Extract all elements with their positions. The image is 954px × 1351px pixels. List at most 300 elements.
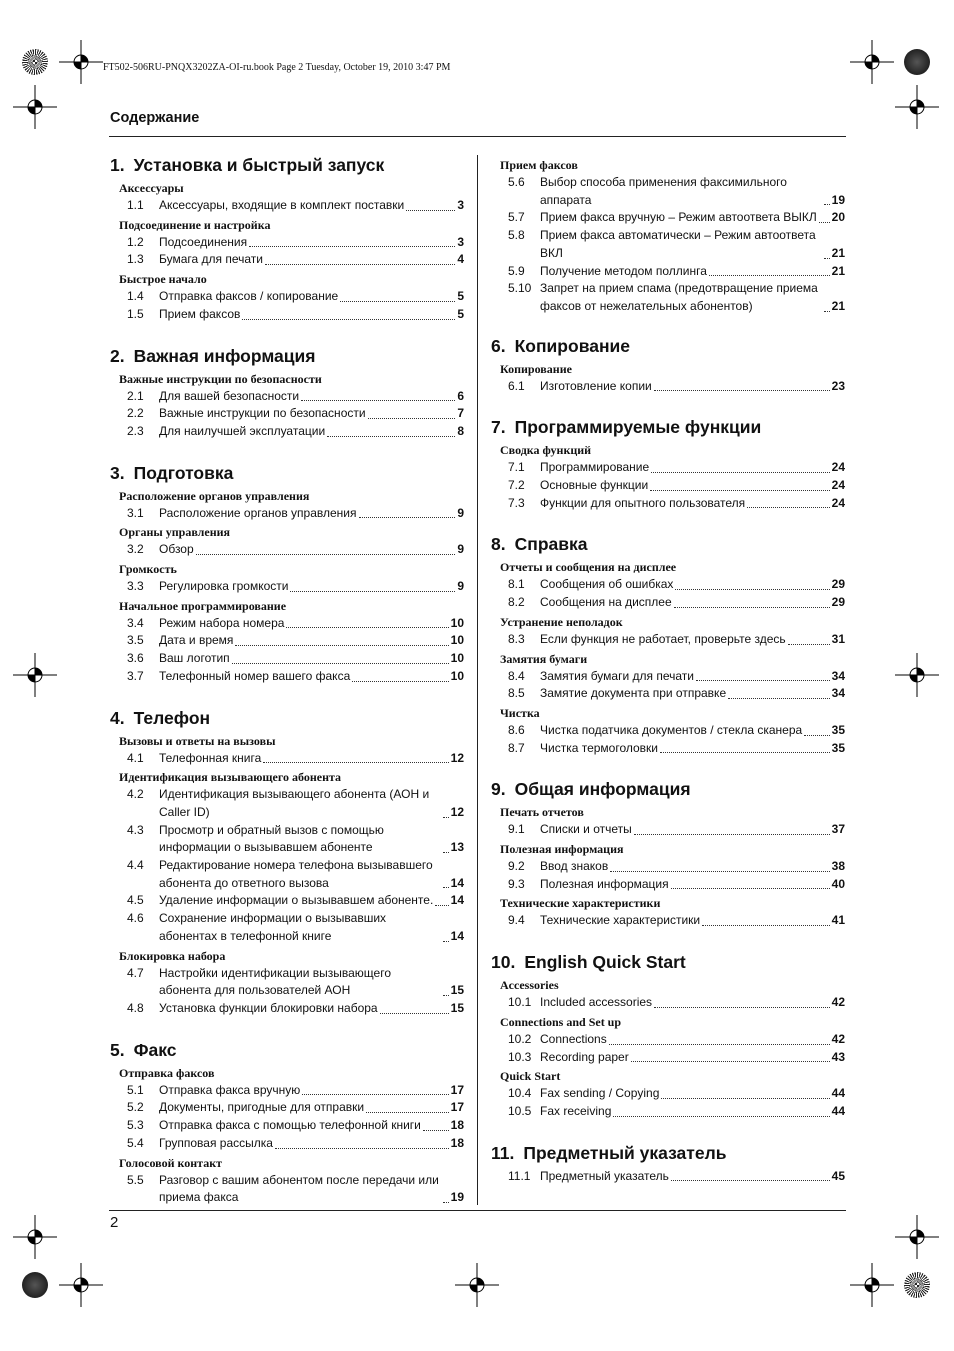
toc-entry-title: Сообщения на дисплее (540, 595, 672, 610)
toc-entry[interactable] (110, 1172, 464, 1207)
toc-entry-title: Списки и отчеты (540, 822, 632, 837)
toc-entry-body (540, 685, 845, 703)
toc-entry[interactable] (110, 423, 464, 441)
toc-entry-body (159, 505, 464, 523)
toc-entry-body (159, 857, 464, 892)
toc-entry-number: 8.5 (508, 686, 525, 701)
toc-entry-number: 6.1 (508, 378, 525, 393)
leader-dots (613, 1115, 829, 1117)
toc-entry[interactable] (110, 857, 464, 892)
toc-entry[interactable] (110, 251, 464, 269)
toc-entry-page: 43 (831, 1049, 845, 1064)
toc-section (491, 336, 845, 396)
toc-entry-title: Функции для опытного пользователя (540, 495, 746, 510)
leader-dots (443, 940, 449, 942)
toc-entry-title: Важные инструкции по безопасности (159, 406, 366, 421)
toc-entry-title: Сообщения об ошибках (540, 577, 674, 592)
section-title-text: Справка (514, 534, 588, 555)
toc-entry-page: 4 (457, 252, 464, 267)
toc-entry-number: 11.1 (508, 1168, 531, 1183)
registration-mark-icon (13, 653, 57, 697)
toc-entry-number: 8.1 (508, 577, 525, 592)
toc-entry-page: 15 (450, 1000, 464, 1015)
toc-entry-body (159, 251, 464, 269)
leader-dots (359, 516, 456, 518)
toc-entry-title: Аксессуары, входящие в комплект поставки (159, 198, 405, 212)
toc-entry[interactable] (110, 197, 464, 215)
leader-dots (443, 851, 449, 853)
registration-mark-icon (895, 653, 939, 697)
toc-entry-number: 7.3 (508, 495, 525, 510)
toc-entry[interactable] (491, 280, 845, 315)
toc-entry-page: 10 (450, 615, 464, 630)
toc-entry-number: 3.6 (127, 651, 144, 666)
toc-entry[interactable] (110, 910, 464, 945)
leader-dots (443, 816, 449, 818)
toc-entry[interactable] (110, 650, 464, 668)
leader-dots (671, 1179, 830, 1181)
toc-entry-page: 24 (831, 478, 845, 493)
toc-entry-page: 34 (831, 668, 845, 683)
toc-entry[interactable] (110, 668, 464, 686)
toc-entry-page: 18 (450, 1135, 464, 1150)
toc-entry-page: 35 (831, 740, 845, 755)
toc-entry-body (540, 740, 845, 758)
toc-entry-title: Чистка податчика документов / стекла сканера (540, 722, 803, 737)
toc-entry-number: 5.5 (127, 1172, 144, 1187)
toc-entry-page: 29 (831, 595, 845, 610)
section-title-text: Подготовка (133, 462, 234, 483)
toc-entry[interactable] (491, 378, 845, 396)
leader-dots (674, 606, 830, 608)
toc-entry-title: Просмотр и обратный вызов с помощью информации о вызывавшем абоненте (159, 822, 384, 855)
toc-entry-number: 10.4 (508, 1086, 532, 1101)
toc-section (491, 534, 845, 757)
leader-dots (650, 489, 829, 491)
toc-entry-number: 8.2 (508, 595, 525, 610)
leader-dots (728, 697, 830, 699)
toc-entry-page: 14 (450, 893, 464, 908)
leader-dots (654, 1006, 830, 1008)
section-title-text: Факс (133, 1039, 177, 1060)
toc-entry[interactable] (110, 288, 464, 306)
toc-entry-number: 8.6 (508, 722, 525, 737)
toc-entry-body (159, 1082, 464, 1100)
leader-dots (443, 886, 449, 888)
toc-entry[interactable] (491, 668, 845, 686)
toc-entry-body (540, 594, 845, 612)
toc-entry[interactable] (110, 234, 464, 252)
leader-dots (301, 399, 455, 401)
section-title (110, 708, 464, 728)
toc-group-heading: Важные инструкции по безопасности (119, 371, 322, 386)
section-title (491, 779, 845, 799)
toc-entry-number: 3.3 (127, 579, 144, 594)
toc-entry-body (159, 306, 464, 324)
section-number: 8. (491, 534, 506, 555)
print-slug: FT502-506RU-PNQX3202ZA-OI-ru.book Page 2 Tuesday, October 19, 2010 3:47 PM (103, 62, 451, 73)
toc-entry-page: 10 (450, 651, 464, 666)
section-title (491, 1143, 845, 1163)
toc-entry[interactable] (110, 750, 464, 768)
leader-dots (340, 300, 455, 302)
toc-entry[interactable] (491, 209, 845, 227)
toc-entry-number: 2.1 (127, 388, 144, 403)
toc-entry[interactable] (491, 174, 845, 209)
toc-group-heading: Вызовы и ответы на вызовы (119, 733, 276, 748)
leader-dots (443, 1201, 449, 1203)
toc-entry[interactable] (491, 1085, 845, 1103)
section-number: 9. (491, 779, 506, 800)
toc-entry[interactable] (491, 227, 845, 262)
registration-mark-icon (895, 1215, 939, 1259)
section-title-text: English Quick Start (524, 952, 686, 973)
toc-entry-body (159, 541, 464, 559)
toc-entry-body (540, 280, 845, 315)
section-number: 6. (491, 335, 506, 356)
toc-entry-number: 7.1 (508, 460, 525, 475)
toc-entry-body (540, 876, 845, 894)
toc-entry-number: 1.3 (127, 252, 144, 267)
toc-entry-page: 44 (831, 1103, 845, 1118)
toc-entry-title: Запрет на прием спама (предотвращение приема факсов от нежелательных абонентов) (540, 281, 818, 313)
toc-entry-title: Полезная информация (540, 876, 669, 891)
toc-entry-number: 4.1 (127, 750, 144, 765)
toc-section (110, 463, 464, 686)
toc-entry-body (540, 821, 845, 839)
toc-entry[interactable] (491, 576, 845, 594)
toc-entry-title: Отправка факсов / копирование (159, 289, 339, 304)
toc-entry[interactable] (491, 477, 845, 495)
section-title (110, 463, 464, 483)
toc-entry[interactable] (491, 1168, 845, 1186)
toc-group-heading: Accessories (500, 978, 559, 993)
toc-entry-body (159, 650, 464, 668)
toc-entry-body (159, 1172, 464, 1207)
toc-entry-title: Идентификация вызывающего абонента (АОН и Caller ID) (159, 787, 430, 819)
toc-entry-body (159, 405, 464, 423)
toc-section (491, 779, 845, 930)
toc-entry-body (540, 227, 845, 262)
section-title (491, 417, 845, 437)
toc-entry-title: Подсоединения (159, 234, 248, 249)
toc-entry-title: Технические характеристики (540, 913, 701, 928)
toc-entry-title: Настройки идентификации вызывающего абонента для пользователей АОН (159, 965, 391, 998)
toc-entry-title: Обзор (159, 542, 194, 557)
toc-entry-title: Групповая рассылка (159, 1135, 273, 1150)
toc-entry-body (540, 994, 845, 1012)
toc-entry-body (159, 786, 464, 821)
leader-dots (242, 318, 455, 320)
toc-entry-page: 45 (831, 1168, 845, 1183)
toc-group-heading: Быстрое начало (119, 272, 207, 287)
toc-entry-number: 3.5 (127, 633, 144, 648)
toc-entry-title: Предметный указатель (540, 1168, 669, 1183)
toc-entry[interactable] (110, 965, 464, 1000)
column-divider (477, 155, 478, 1205)
toc-entry-number: 1.5 (127, 306, 144, 321)
section-title-text: Телефон (133, 707, 211, 728)
toc-entry-page: 21 (831, 263, 845, 278)
toc-entry[interactable] (110, 306, 464, 324)
toc-entry-page: 37 (831, 822, 845, 837)
toc-entry-body (540, 722, 845, 740)
toc-group-heading: Подсоединение и настройка (119, 217, 271, 232)
toc-entry-title: Замятия бумаги для печати (540, 668, 694, 683)
toc-entry-number: 4.8 (127, 1000, 144, 1015)
leader-dots (804, 734, 829, 736)
leader-dots (196, 553, 456, 555)
toc-entry-number: 5.4 (127, 1135, 144, 1150)
toc-entry[interactable] (110, 786, 464, 821)
toc-entry-page: 3 (457, 198, 464, 212)
toc-entry-page: 44 (831, 1086, 845, 1101)
leader-dots (634, 833, 830, 835)
toc-entry[interactable] (491, 594, 845, 612)
page-header: Содержание (110, 110, 200, 126)
registration-disc-icon (904, 49, 930, 75)
registration-mark-icon (59, 1263, 103, 1307)
toc-entry-body (159, 668, 464, 686)
toc-entry-title: Прием факса вручную – Режим автоответа ВЫКЛ (540, 210, 817, 225)
leader-dots (819, 221, 830, 223)
section-title (110, 1040, 464, 1060)
leader-dots (631, 1060, 830, 1062)
toc-entry-body (159, 197, 464, 215)
toc-entry[interactable] (110, 822, 464, 857)
leader-dots (609, 1043, 830, 1045)
leader-dots (249, 245, 455, 247)
registration-mark-icon (13, 1215, 57, 1259)
toc-right-column (491, 155, 845, 1207)
toc-group-heading: Расположение органов управления (119, 488, 310, 503)
toc-entry[interactable] (491, 459, 845, 477)
toc-entry[interactable] (491, 1049, 845, 1067)
toc-entry-title: Бумага для печати (159, 252, 263, 267)
toc-entry-page: 29 (831, 577, 845, 592)
leader-dots (275, 1147, 449, 1149)
registration-disc-icon (904, 1272, 930, 1298)
toc-entry-number: 5.8 (508, 228, 525, 243)
toc-entry-title: Ввод знаков (540, 859, 609, 874)
toc-entry-number: 5.3 (127, 1118, 144, 1133)
toc-entry-body (540, 174, 845, 209)
section-number: 11. (491, 1142, 515, 1163)
toc-entry-number: 4.2 (127, 787, 144, 802)
leader-dots (366, 1111, 449, 1113)
toc-entry[interactable] (491, 1031, 845, 1049)
toc-entry-page: 12 (450, 804, 464, 819)
toc-entry[interactable] (491, 994, 845, 1012)
toc-entry-title: Ваш логотип (159, 651, 230, 666)
toc-entry-title: Установка функции блокировки набора (159, 1000, 378, 1015)
toc-entry-body (159, 578, 464, 596)
section-number: 5. (110, 1039, 125, 1060)
toc-entry-title: Для вашей безопасности (159, 388, 300, 403)
section-number: 7. (491, 417, 506, 438)
toc-entry-page: 19 (831, 192, 845, 207)
toc-entry-body (540, 912, 845, 930)
toc-group-heading: Чистка (500, 705, 540, 720)
toc-entry-body (540, 858, 845, 876)
toc-entry[interactable] (491, 858, 845, 876)
toc-entry[interactable] (491, 740, 845, 758)
toc-entry-title: Расположение органов управления (159, 505, 357, 520)
toc-group-heading: Аксессуары (119, 181, 184, 195)
leader-dots (651, 471, 829, 473)
toc-entry-body (540, 263, 845, 281)
toc-entry-page: 18 (450, 1118, 464, 1133)
toc-entry-number: 4.6 (127, 911, 144, 926)
section-title (491, 336, 845, 356)
leader-dots (747, 506, 829, 508)
toc-entry[interactable] (491, 912, 845, 930)
leader-dots (824, 310, 830, 312)
toc-entry-title: Выбор способа применения факсимильного аппарата (540, 175, 787, 207)
toc-entry[interactable] (491, 685, 845, 703)
header-rule (109, 136, 846, 137)
toc-entry[interactable] (110, 505, 464, 523)
toc-section (110, 1040, 464, 1207)
leader-dots (661, 1097, 829, 1099)
leader-dots (265, 263, 455, 265)
toc-entry-number: 1.1 (127, 198, 144, 212)
toc-entry[interactable] (110, 892, 464, 910)
toc-entry[interactable] (110, 1117, 464, 1135)
toc-entry-number: 5.6 (508, 175, 525, 189)
toc-entry-body (540, 1049, 845, 1067)
toc-entry-page: 34 (831, 686, 845, 701)
leader-dots (380, 1012, 449, 1014)
leader-dots (232, 662, 449, 664)
toc-entry-page: 8 (457, 423, 464, 438)
toc-entry-number: 4.3 (127, 822, 144, 837)
toc-group-heading: Устранение неполадок (500, 614, 623, 629)
toc-entry-number: 3.4 (127, 615, 144, 630)
toc-entry-title: Прием факсов (159, 306, 241, 321)
toc-entry-page: 19 (450, 1190, 464, 1205)
toc-entry-title: Прием факса автоматически – Режим автоответа ВКЛ (540, 228, 816, 260)
section-title (110, 155, 464, 175)
toc-group-heading: Копирование (500, 361, 572, 376)
section-title-text: Общая информация (514, 779, 691, 800)
leader-dots (824, 257, 830, 259)
leader-dots (435, 904, 448, 906)
leader-dots (302, 1093, 448, 1095)
toc-entry-title: Режим набора номера (159, 615, 285, 630)
toc-entry-number: 4.5 (127, 893, 144, 908)
section-title (491, 952, 845, 972)
leader-dots (327, 435, 455, 437)
toc-group-heading: Quick Start (500, 1069, 561, 1084)
toc-entry[interactable] (491, 1103, 845, 1121)
toc-entry-number: 10.5 (508, 1103, 532, 1118)
toc-entry-page: 21 (831, 298, 845, 313)
toc-entry-title: Программирование (540, 460, 650, 475)
toc-entry-page: 5 (457, 306, 464, 321)
leader-dots (352, 680, 448, 682)
section-title-text: Установка и быстрый запуск (133, 155, 385, 175)
toc-entry-page: 41 (831, 913, 845, 928)
toc-section (491, 157, 845, 316)
toc-entry[interactable] (110, 388, 464, 406)
page-number: 2 (110, 1214, 119, 1231)
section-title (491, 534, 845, 554)
toc-entry[interactable] (110, 578, 464, 596)
section-title-text: Копирование (514, 335, 631, 356)
toc-group-heading: Громкость (119, 562, 177, 577)
toc-entry-title: Документы, пригодные для отправки (159, 1100, 365, 1115)
toc-entry-body (159, 288, 464, 306)
registration-mark-icon (59, 40, 103, 84)
toc-entry-title: Included accessories (540, 995, 653, 1010)
section-number: 10. (491, 952, 516, 973)
toc-entry-body (159, 750, 464, 768)
toc-entry-body (159, 234, 464, 252)
toc-entry[interactable] (110, 405, 464, 423)
toc-entry-title: Fax receiving (540, 1103, 612, 1118)
toc-entry-number: 9.3 (508, 876, 525, 891)
toc-entry[interactable] (110, 541, 464, 559)
toc-entry[interactable] (110, 615, 464, 633)
toc-entry-number: 9.2 (508, 859, 525, 874)
toc-entry[interactable] (491, 821, 845, 839)
toc-entry-page: 12 (450, 750, 464, 765)
section-number: 4. (110, 707, 125, 728)
leader-dots (290, 590, 455, 592)
toc-entry[interactable] (110, 1082, 464, 1100)
toc-group-heading: Голосовой контакт (119, 1155, 223, 1170)
toc-entry-title: Отправка факса с помощью телефонной книги (159, 1118, 421, 1133)
toc-entry[interactable] (110, 1135, 464, 1153)
toc-entry[interactable] (491, 263, 845, 281)
toc-entry[interactable] (491, 722, 845, 740)
toc-group-heading: Connections and Set up (500, 1014, 622, 1029)
toc-entry[interactable] (491, 876, 845, 894)
toc-entry-number: 1.4 (127, 289, 144, 304)
registration-mark-icon (455, 1263, 499, 1307)
toc-entry-page: 20 (831, 210, 845, 225)
toc-entry-page: 17 (450, 1082, 464, 1097)
toc-entry-title: Регулировка громкости (159, 579, 289, 594)
toc-entry-body (159, 615, 464, 633)
leader-dots (824, 203, 830, 205)
toc-entry-title: Разговор с вашим абонентом после передачи или приема факса (159, 1172, 439, 1205)
toc-entry-page: 31 (831, 631, 845, 646)
registration-mark-icon (850, 40, 894, 84)
toc-entry[interactable] (110, 1099, 464, 1117)
leader-dots (675, 588, 829, 590)
toc-group-heading: Прием факсов (500, 158, 578, 172)
section-number: 1. (110, 155, 125, 175)
toc-entry-title: Замятие документа при отправке (540, 686, 727, 701)
toc-entry[interactable] (491, 495, 845, 513)
toc-entry-page: 13 (450, 840, 464, 855)
toc-entry[interactable] (110, 632, 464, 650)
toc-entry-number: 5.10 (508, 281, 532, 296)
toc-section (110, 708, 464, 1018)
toc-entry[interactable] (110, 1000, 464, 1018)
toc-entry-body (159, 1099, 464, 1117)
toc-entry-title: Отправка факса вручную (159, 1082, 301, 1097)
toc-entry-body (159, 632, 464, 650)
toc-entry-number: 3.1 (127, 505, 144, 520)
toc-group-heading: Сводка функций (500, 443, 592, 458)
leader-dots (671, 887, 830, 889)
toc-entry-number: 5.1 (127, 1082, 144, 1097)
toc-entry-page: 9 (457, 505, 464, 520)
toc-entry[interactable] (491, 631, 845, 649)
